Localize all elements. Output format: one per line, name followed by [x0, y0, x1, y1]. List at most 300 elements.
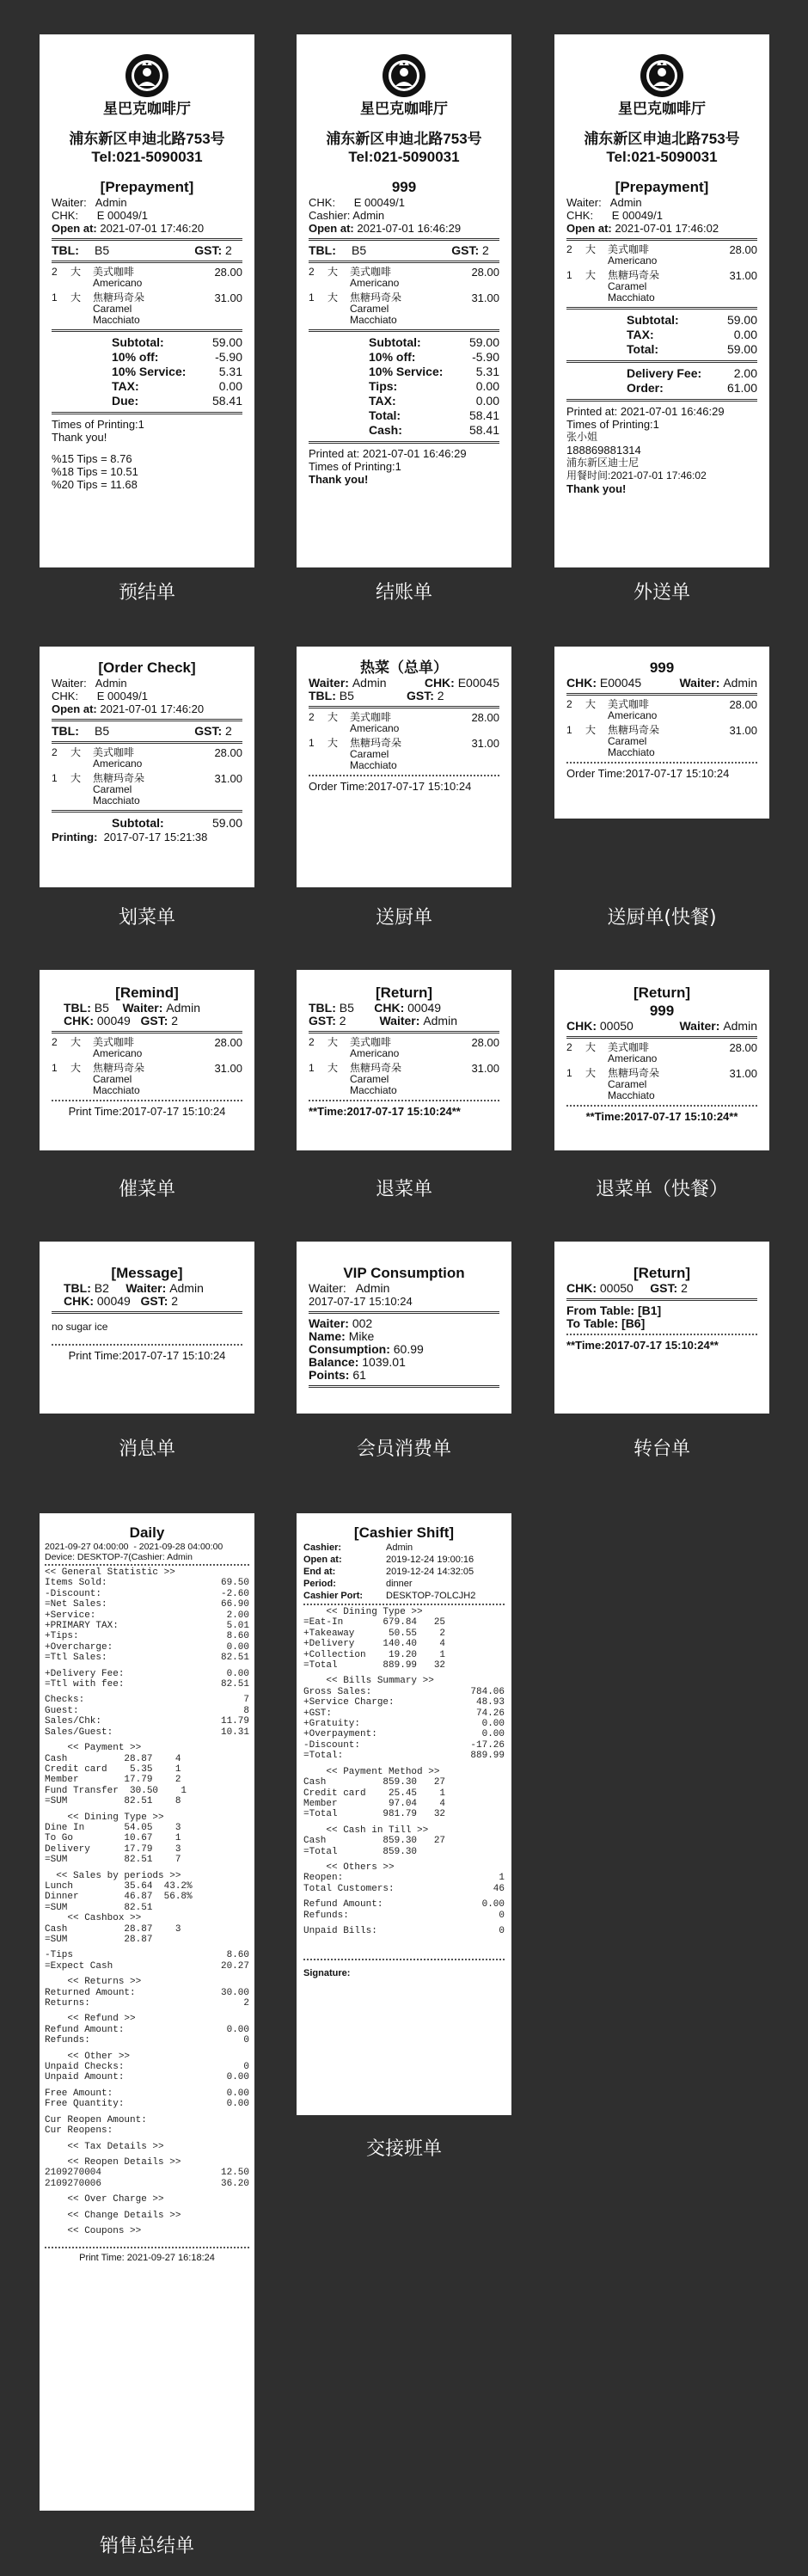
- stat-label: Refunds:: [45, 2035, 90, 2046]
- caption-vip: 会员消费单: [356, 1438, 451, 1460]
- starbucks-logo-icon: [382, 53, 426, 98]
- receipt-title: [Remind]: [115, 984, 179, 1001]
- stat-row: [45, 1610, 249, 1621]
- check-guest: CHK: 00049 GST: 2: [64, 1294, 179, 1308]
- stat-row: [303, 1777, 505, 1788]
- check-number: CHK: E 00049/1: [566, 209, 664, 222]
- message-receipt: [40, 1242, 254, 1414]
- stat-row: [303, 1676, 505, 1686]
- caption-delivery: 外送单: [633, 582, 690, 604]
- stat-label: Refunds:: [303, 1910, 349, 1921]
- stat-value: 8.60: [226, 1950, 249, 1961]
- starbucks-logo-icon: [640, 53, 684, 98]
- line-item: 2 大 美式咖啡 Americano 28.00: [52, 1036, 242, 1059]
- table-waiter: TBL: B5 Waiter: Admin: [64, 1001, 200, 1015]
- stat-row: [45, 1935, 249, 1945]
- guest-waiter: GST: 2 Waiter: Admin: [309, 1014, 457, 1027]
- stat-label: 2109270004: [45, 2168, 102, 2179]
- caption-kitchen: 送厨单: [375, 907, 432, 929]
- stat-label: +Delivery Fee:: [45, 1668, 125, 1679]
- stat-label: =SUM 82.51: [45, 1902, 153, 1913]
- stat-label: =Total:: [303, 1751, 344, 1762]
- stat-value: 0: [499, 1925, 505, 1936]
- stat-label: 2109270006: [45, 2178, 102, 2189]
- stat-label: +Overcharge:: [45, 1641, 113, 1653]
- stat-row: [45, 1786, 249, 1796]
- order-time: Order Time:2017-07-17 15:10:24: [566, 767, 730, 780]
- stat-value: 82.51: [220, 1653, 249, 1664]
- stat-row: [303, 1767, 505, 1777]
- stat-row: [303, 1751, 505, 1761]
- subtotal: Subtotal: 59.00: [112, 816, 242, 830]
- times-of-printing: Times of Printing:1: [52, 418, 144, 431]
- line-item: 1 大 焦糖玛奇朵 Caramel Macchiato 31.00: [52, 291, 242, 326]
- stat-row: [303, 1862, 505, 1873]
- stat-row: [45, 1913, 249, 1923]
- return-time: **Time:2017-07-17 15:10:24**: [585, 1110, 738, 1123]
- times-of-printing: Times of Printing:1: [309, 460, 401, 473]
- stat-row: [303, 1708, 505, 1719]
- sum-row: TAX: 0.00: [112, 379, 242, 393]
- stat-row: [45, 1892, 249, 1902]
- stat-label: << Others >>: [303, 1861, 395, 1873]
- sum-row: 10% Service: 5.31: [112, 365, 242, 378]
- stat-label: << Bills Summary >>: [303, 1676, 434, 1687]
- caption-shift: 交接班单: [365, 2138, 442, 2160]
- return-time: **Time:2017-07-17 15:10:24**: [309, 1105, 461, 1118]
- store-address: 浦东新区申迪北路753号: [326, 131, 482, 147]
- stat-row: [45, 2179, 249, 2189]
- return-fast-receipt: [554, 970, 769, 1150]
- stat-value: 5.01: [226, 1621, 249, 1632]
- check-waiter: CHK: 00050 Waiter: Admin: [566, 1019, 757, 1033]
- stat-label: Unpaid Checks:: [45, 2062, 125, 2073]
- stat-label: << Change Details >>: [45, 2210, 181, 2221]
- line-item: 1 大 焦糖玛奇朵 Caramel Macchiato 31.00: [309, 1062, 499, 1096]
- stat-row: [45, 1706, 249, 1716]
- line-item: 2 大 美式咖啡 Americano 28.00: [52, 266, 242, 289]
- print-time: Print Time:2017-07-17 15:10:24: [68, 1105, 226, 1118]
- stat-label: =Total 889.99 32: [303, 1660, 446, 1671]
- vip-receipt: [297, 1242, 511, 1414]
- stat-label: =Total 859.30: [303, 1846, 418, 1857]
- print-time: Print Time: 2021-09-27 16:18:24: [79, 2253, 215, 2264]
- stat-row: [45, 1833, 249, 1843]
- stat-label: << Cash in Till >>: [303, 1825, 429, 1836]
- stat-row: [45, 1855, 249, 1865]
- stat-label: +Service:: [45, 1610, 96, 1621]
- store-tel: Tel:021-5090031: [91, 149, 203, 165]
- stat-label: -Discount:: [45, 1588, 102, 1599]
- stat-value: 0.00: [481, 1719, 505, 1730]
- shift-head-row: Period: dinner: [303, 1579, 413, 1589]
- stat-row: [45, 1977, 249, 1987]
- order-check-receipt: [40, 647, 254, 887]
- stat-label: =Ttl with fee:: [45, 1679, 125, 1690]
- stat-row: [303, 1809, 505, 1819]
- transfer-time: **Time:2017-07-17 15:10:24**: [566, 1339, 719, 1352]
- caption-return: 退菜单: [375, 1179, 432, 1200]
- line-item: 1 大 焦糖玛奇朵 Caramel Macchiato 31.00: [309, 291, 499, 326]
- table-guest: TBL: B5 GST: 2: [309, 243, 489, 257]
- sum-row: Subtotal: 59.00: [369, 335, 499, 349]
- sum-row: 10% off: -5.90: [112, 350, 242, 364]
- shift-head-row: End at: 2019-12-24 14:32:05: [303, 1567, 474, 1577]
- cashier: Cashier: Admin: [309, 209, 385, 222]
- daily-summary-receipt: [40, 1513, 254, 2511]
- checkout-receipt: [297, 34, 511, 567]
- stat-label: Returns:: [45, 1998, 90, 2009]
- line-item: 1 大 焦糖玛奇朵 Caramel Macchiato 31.00: [52, 772, 242, 807]
- stat-value: 66.90: [220, 1599, 249, 1610]
- stat-value: 0.00: [226, 2099, 249, 2110]
- line-item: 2 大 美式咖啡 Americano 28.00: [566, 1041, 757, 1064]
- receipt-title: [Prepayment]: [100, 179, 194, 195]
- stat-row: [45, 1812, 249, 1823]
- receipt-title: 热菜（总单）: [360, 659, 448, 676]
- sum-row: Due: 58.41: [112, 394, 242, 408]
- table-guest: TBL: B5 GST: 2: [52, 243, 232, 257]
- line-item: 2 大 美式咖啡 Americano 28.00: [309, 1036, 499, 1059]
- stat-label: =Net Sales:: [45, 1599, 107, 1610]
- delivery-receipt: [554, 34, 769, 567]
- caption-order-check: 划菜单: [118, 907, 175, 929]
- stat-label: Refund Amount:: [303, 1899, 383, 1911]
- stat-row: [303, 1628, 505, 1639]
- stat-row: [45, 1924, 249, 1935]
- stat-row: [45, 1881, 249, 1892]
- waiter-check: Waiter: Admin CHK: E00045: [309, 676, 499, 690]
- open-at: Open at: 2021-07-01 17:46:20: [52, 222, 205, 235]
- customer-address: 浦东新区迪士尼: [566, 457, 640, 469]
- sum-row: 10% off: -5.90: [369, 350, 499, 364]
- stat-row: [303, 1847, 505, 1857]
- stat-row: [45, 1669, 249, 1679]
- stat-row: [303, 1660, 505, 1671]
- kitchen-receipt: [297, 647, 511, 887]
- stat-label: =SUM 82.51 7: [45, 1855, 181, 1866]
- receipt-title: [Return]: [375, 984, 433, 1001]
- check-number: CHK: E 00049/1: [309, 196, 406, 209]
- stat-value: 82.51: [220, 1679, 249, 1690]
- stat-row: [45, 2194, 249, 2205]
- stat-label: Gross Sales:: [303, 1686, 372, 1697]
- stat-row: [45, 1998, 249, 2009]
- to-table: To Table: [B6]: [566, 1316, 646, 1330]
- starbucks-logo-icon: [125, 53, 169, 98]
- line-item: 2 大 美式咖啡 Americano 28.00: [566, 698, 757, 721]
- stat-label: =Total 981.79 32: [303, 1809, 446, 1820]
- sum-row: Cash: 58.41: [369, 423, 499, 437]
- open-at: Open at: 2021-07-01 16:46:29: [309, 222, 462, 235]
- receipt-title: [Return]: [633, 1265, 691, 1281]
- device: Device: DESKTOP-7(Cashier: Admin: [45, 1552, 193, 1562]
- waiter: Waiter: Admin: [52, 196, 127, 209]
- receipt-title: [Return]: [633, 984, 691, 1001]
- stat-value: 784.06: [470, 1686, 505, 1697]
- stat-label: Cash 859.30 27: [303, 1836, 446, 1847]
- stat-value: 8: [243, 1705, 249, 1716]
- stat-label: +Overpayment:: [303, 1729, 377, 1740]
- stat-value: 0: [243, 2035, 249, 2046]
- stat-value: 889.99: [470, 1751, 505, 1762]
- shift-head-row: Open at: 2019-12-24 19:00:16: [303, 1555, 474, 1565]
- shift-head-row: Cashier: Admin: [303, 1543, 413, 1553]
- store-address: 浦东新区申迪北路753号: [584, 131, 740, 147]
- stat-row: [45, 1716, 249, 1727]
- receipt-title: Daily: [129, 1524, 165, 1541]
- stat-value: -17.26: [470, 1739, 505, 1751]
- waiter: Waiter: Admin: [52, 677, 127, 690]
- sum-row: TAX: 0.00: [369, 394, 499, 408]
- stat-value: 0.00: [226, 1641, 249, 1653]
- stat-label: -Discount:: [303, 1739, 361, 1751]
- stat-label: << Dining Type >>: [303, 1607, 423, 1617]
- stat-row: [45, 1653, 249, 1663]
- stat-row: [45, 2014, 249, 2024]
- stat-row: [303, 1687, 505, 1697]
- stat-label: Sales/Guest:: [45, 1727, 113, 1738]
- line-item: 2 大 美式咖啡 Americano 28.00: [566, 243, 757, 267]
- cashier-shift-receipt: [297, 1513, 511, 2115]
- open-at: Open at: 2021-07-01 17:46:02: [566, 222, 719, 235]
- stat-value: 0.00: [481, 1729, 505, 1740]
- stat-label: << Coupons >>: [45, 2225, 142, 2236]
- caption-return-fast: 退菜单（快餐）: [595, 1179, 728, 1200]
- sum-row: Delivery Fee: 2.00: [627, 366, 757, 380]
- date-range: 2021-09-27 04:00:00 - 2021-09-28 04:00:00: [45, 1542, 223, 1552]
- stat-value: 48.93: [475, 1697, 505, 1708]
- stat-row: [303, 1607, 505, 1617]
- stat-row: [303, 1697, 505, 1708]
- store-name: 星巴克咖啡厅: [618, 101, 706, 117]
- stat-row: [45, 1621, 249, 1631]
- stat-row: [45, 2099, 249, 2109]
- stat-label: Dinner 46.87 56.8%: [45, 1892, 193, 1903]
- stat-row: [303, 1926, 505, 1936]
- sum-row: 10% Service: 5.31: [369, 365, 499, 378]
- stat-row: [45, 1695, 249, 1705]
- stat-row: [45, 1961, 249, 1972]
- shift-statistics: [303, 1607, 505, 1936]
- stat-row: [45, 1754, 249, 1764]
- stat-label: Sales/Chk:: [45, 1716, 102, 1727]
- stat-row: [45, 2115, 249, 2125]
- stat-row: [45, 1567, 249, 1578]
- return-receipt: [297, 970, 511, 1150]
- stat-label: << Payment Method >>: [303, 1766, 440, 1777]
- stat-label: Dine In 54.05 3: [45, 1822, 181, 1833]
- stat-value: 0.00: [226, 2024, 249, 2035]
- stat-label: Cash 859.30 27: [303, 1777, 446, 1788]
- stat-label: =Eat-In 679.84 25: [303, 1617, 446, 1628]
- stat-row: [303, 1740, 505, 1751]
- stat-label: << Other >>: [45, 2051, 131, 2062]
- stat-row: [45, 1823, 249, 1833]
- store-tel: Tel:021-5090031: [606, 149, 718, 165]
- meal-time: 用餐时间:2021-07-01 17:46:02: [566, 469, 707, 481]
- stat-label: =SUM 28.87: [45, 1935, 153, 1945]
- stat-row: [303, 1788, 505, 1799]
- stat-value: 46: [493, 1883, 505, 1894]
- stat-value: 1: [499, 1873, 505, 1884]
- stat-row: [45, 1631, 249, 1641]
- sum-row: TAX: 0.00: [627, 328, 757, 341]
- stat-row: [303, 1650, 505, 1660]
- stat-label: << Sales by periods >>: [45, 1870, 181, 1881]
- receipt-title: [Cashier Shift]: [353, 1524, 455, 1541]
- line-item: 2 大 美式咖啡 Americano 28.00: [309, 711, 499, 734]
- remind-receipt: [40, 970, 254, 1150]
- stat-label: << Over Charge >>: [45, 2194, 164, 2205]
- stat-label: Refund Amount:: [45, 2024, 125, 2035]
- stat-label: Cash 28.87 4: [45, 1753, 181, 1764]
- waiter: Waiter: Admin: [309, 1281, 390, 1295]
- table-guest: TBL: B5 GST: 2: [52, 724, 232, 738]
- caption-message: 消息单: [118, 1438, 175, 1460]
- stat-label: =Expect Cash: [45, 1960, 113, 1972]
- stat-row: [45, 1764, 249, 1775]
- waiter: Waiter: Admin: [566, 196, 642, 209]
- stat-row: [45, 1796, 249, 1806]
- check-guest: CHK: 00050 GST: 2: [566, 1281, 688, 1295]
- kitchen-fast-receipt: [554, 647, 769, 819]
- stat-row: [303, 1884, 505, 1894]
- sum-row: Subtotal: 59.00: [627, 313, 757, 327]
- store-name: 星巴克咖啡厅: [360, 101, 448, 117]
- stat-value: 30.00: [220, 1987, 249, 1998]
- printed-at: Printed at: 2021-07-01 16:46:29: [309, 447, 467, 460]
- caption-remind: 催菜单: [118, 1179, 175, 1200]
- stat-row: [45, 2088, 249, 2099]
- stat-label: Unpaid Bills:: [303, 1925, 377, 1936]
- stat-row: [303, 1639, 505, 1649]
- stat-row: [45, 1903, 249, 1913]
- sum-row: Subtotal: 59.00: [112, 335, 242, 349]
- stat-row: [303, 1836, 505, 1846]
- stat-row: [45, 1988, 249, 1998]
- open-at: Open at: 2021-07-01 17:46:20: [52, 702, 205, 715]
- stat-row: [303, 1729, 505, 1739]
- stat-value: 8.60: [226, 1631, 249, 1642]
- stat-label: Credit card 5.35 1: [45, 1763, 181, 1775]
- stat-label: Delivery 17.79 3: [45, 1843, 181, 1855]
- order-time: Order Time:2017-07-17 15:10:24: [309, 780, 472, 793]
- customer-phone: 188869881314: [566, 444, 641, 457]
- shift-head-row: Cashier Port: DESKTOP-7OLCJH2: [303, 1591, 476, 1601]
- stat-label: << Dining Type >>: [45, 1812, 164, 1823]
- stat-value: 36.20: [220, 2178, 249, 2189]
- daily-statistics: [45, 1567, 249, 2236]
- stat-row: [303, 1899, 505, 1910]
- stat-label: Checks:: [45, 1695, 85, 1706]
- stat-label: Credit card 25.45 1: [303, 1788, 446, 1799]
- stat-row: [45, 2035, 249, 2045]
- receipt-title: [Prepayment]: [615, 179, 709, 195]
- stat-row: [303, 1825, 505, 1836]
- line-item: 1 大 焦糖玛奇朵 Caramel Macchiato 31.00: [52, 1062, 242, 1096]
- stat-value: 20.27: [220, 1960, 249, 1972]
- printing-time: Printing: 2017-07-17 15:21:38: [52, 831, 208, 843]
- sum-row: Total: 59.00: [627, 342, 757, 356]
- thank-you: Thank you!: [566, 482, 627, 495]
- stat-label: Unpaid Amount:: [45, 2072, 125, 2083]
- stat-row: [45, 1589, 249, 1599]
- vip-row: Name: Mike: [309, 1329, 375, 1343]
- print-time: Print Time:2017-07-17 15:10:24: [68, 1349, 226, 1362]
- stat-label: Cash 28.87 3: [45, 1923, 181, 1935]
- stat-label: Cur Reopen Amount:: [45, 2114, 147, 2125]
- thank-you: Thank you!: [309, 473, 369, 486]
- stat-value: 11.79: [220, 1716, 249, 1727]
- store-address: 浦东新区申迪北路753号: [69, 131, 225, 147]
- stat-label: +Delivery 140.40 4: [303, 1639, 446, 1650]
- stat-label: << Cashbox >>: [45, 1913, 142, 1924]
- vip-row: Consumption: 60.99: [309, 1342, 424, 1356]
- stat-label: To Go 10.67 1: [45, 1833, 181, 1844]
- tip-suggestion: %20 Tips = 11.68: [52, 478, 138, 491]
- store-tel: Tel:021-5090031: [348, 149, 460, 165]
- stat-row: [303, 1873, 505, 1883]
- check-number: CHK: E 00049/1: [52, 690, 149, 702]
- stat-row: [45, 2168, 249, 2178]
- tip-suggestion: %18 Tips = 10.51: [52, 465, 138, 478]
- prepay-receipt: [40, 34, 254, 567]
- caption-kitchen-fast: 送厨单(快餐): [607, 907, 717, 929]
- stat-label: -Tips: [45, 1950, 74, 1961]
- receipt-title: [Order Check]: [98, 659, 196, 676]
- stat-row: [45, 2226, 249, 2236]
- stat-label: Fund Transfer 30.50 1: [45, 1785, 187, 1796]
- stat-value: 2.00: [226, 1610, 249, 1621]
- stat-value: 0: [499, 1910, 505, 1921]
- line-item: 2 大 美式咖啡 Americano 28.00: [309, 266, 499, 289]
- stat-label: +Takeaway 50.55 2: [303, 1628, 446, 1639]
- receipt-title: 999: [391, 179, 417, 195]
- stat-label: << Payment >>: [45, 1743, 142, 1754]
- stat-label: +GST:: [303, 1708, 333, 1719]
- stat-row: [45, 1950, 249, 1960]
- stat-value: 0: [243, 2062, 249, 2073]
- times-of-printing: Times of Printing:1: [566, 418, 659, 431]
- stat-value: -2.60: [220, 1588, 249, 1599]
- table-waiter: TBL: B2 Waiter: Admin: [64, 1281, 204, 1295]
- line-item: 1 大 焦糖玛奇朵 Caramel Macchiato 31.00: [566, 724, 757, 758]
- stat-row: [45, 1599, 249, 1610]
- caption-checkout: 结账单: [375, 582, 432, 604]
- date: 2017-07-17 15:10:24: [309, 1295, 413, 1308]
- printed-at: Printed at: 2021-07-01 16:46:29: [566, 405, 725, 418]
- stat-label: Returned Amount:: [45, 1987, 136, 1998]
- stat-value: 74.26: [475, 1708, 505, 1719]
- caption-transfer: 转台单: [633, 1438, 690, 1460]
- check-number: CHK: E 00049/1: [52, 209, 149, 222]
- vip-row: Balance: 1039.01: [309, 1355, 406, 1369]
- stat-label: Free Amount:: [45, 2088, 113, 2099]
- shift-header: [303, 1542, 505, 1602]
- stat-label: Free Quantity:: [45, 2099, 125, 2110]
- stat-label: Member 97.04 4: [303, 1798, 446, 1809]
- stat-label: Member 17.79 2: [45, 1775, 181, 1786]
- stat-row: [303, 1617, 505, 1628]
- stat-label: << Reopen Details >>: [45, 2156, 181, 2168]
- stat-row: [45, 2025, 249, 2035]
- stat-value: 0.00: [481, 1899, 505, 1911]
- stat-row: [45, 2211, 249, 2221]
- stat-row: [45, 1844, 249, 1855]
- line-item: 1 大 焦糖玛奇朵 Caramel Macchiato 31.00: [566, 1067, 757, 1101]
- stat-label: =SUM 82.51 8: [45, 1796, 181, 1807]
